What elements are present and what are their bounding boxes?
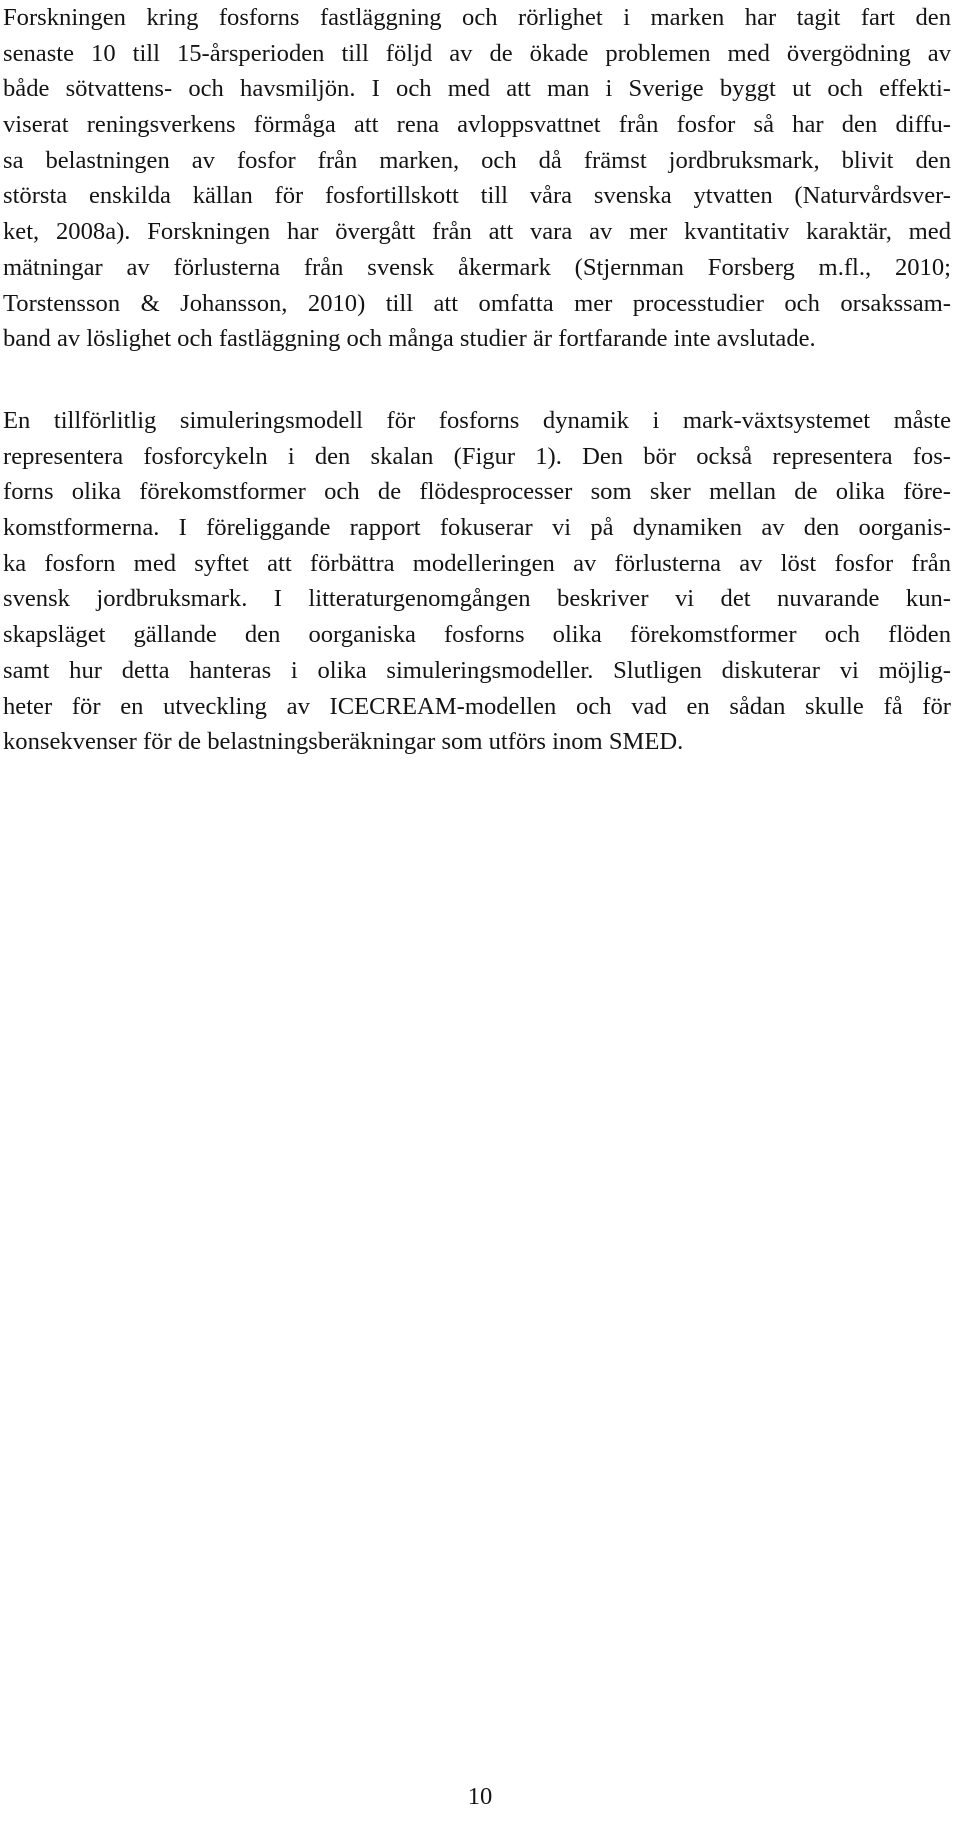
text-line: Forskningen kring fosforns fastläggning och rörlighet i marken har tagit fart den xyxy=(3,4,951,31)
text-line: ka fosforn med syftet att förbättra modelleringen av förlusterna av löst fosfor från xyxy=(3,549,951,577)
text-line: komstformerna. I föreliggande rapport fokuserar vi på dynamiken av den oorganis- xyxy=(3,514,951,542)
text-line: sa belastningen av fosfor från marken, och då främst jordbruksmark, blivit den xyxy=(3,146,951,174)
text-line: konsekvenser för de belastningsberäkningar som utförs inom SMED. xyxy=(3,728,684,756)
text-line: viserat reningsverkens förmåga att rena avloppsvattnet från fosfor så har den diffu- xyxy=(3,111,951,139)
paragraph-intro-research xyxy=(3,0,951,357)
paragraph-simulation-model xyxy=(3,403,951,760)
page-number: 10 xyxy=(467,1783,493,1810)
text-line: En tillförlitlig simuleringsmodell för fosforns dynamik i mark-växtsystemet måste xyxy=(3,407,951,434)
text-line: samt hur detta hanteras i olika simuleringsmodeller. Slutligen diskuterar vi möjlig- xyxy=(3,656,951,684)
text-line: både sötvattens- och havsmiljön. I och med att man i Sverige byggt ut och effekti- xyxy=(3,75,951,103)
text-line: ket, 2008a). Forskningen har övergått från att vara av mer kvantitativ karaktär, med xyxy=(3,218,951,246)
text-line: skapsläget gällande den oorganiska fosforns olika förekomstformer och flöden xyxy=(3,621,951,649)
text-line: band av löslighet och fastläggning och många studier är fortfarande inte avslutade. xyxy=(3,325,816,353)
text-line: heter för en utveckling av ICECREAM-modellen och vad en sådan skulle få för xyxy=(3,692,951,720)
text-line: svensk jordbruksmark. I litteraturgenomgången beskriver vi det nuvarande kun- xyxy=(3,585,951,613)
text-line: forns olika förekomstformer och de flödesprocesser som sker mellan de olika före- xyxy=(3,478,951,506)
text-line: senaste 10 till 15-årsperioden till följd av de ökade problemen med övergödning av xyxy=(3,39,951,67)
text-line: representera fosforcykeln i den skalan (Figur 1). Den bör också representera fos- xyxy=(3,442,951,470)
text-line: Torstensson & Johansson, 2010) till att omfatta mer processtudier och orsakssam- xyxy=(3,289,951,317)
text-line: mätningar av förlusterna från svensk åkermark (Stjernman Forsberg m.fl., 2010; xyxy=(3,253,951,281)
text-line: största enskilda källan för fosfortillskott till våra svenska ytvatten (Naturvårdsver- xyxy=(3,182,951,210)
